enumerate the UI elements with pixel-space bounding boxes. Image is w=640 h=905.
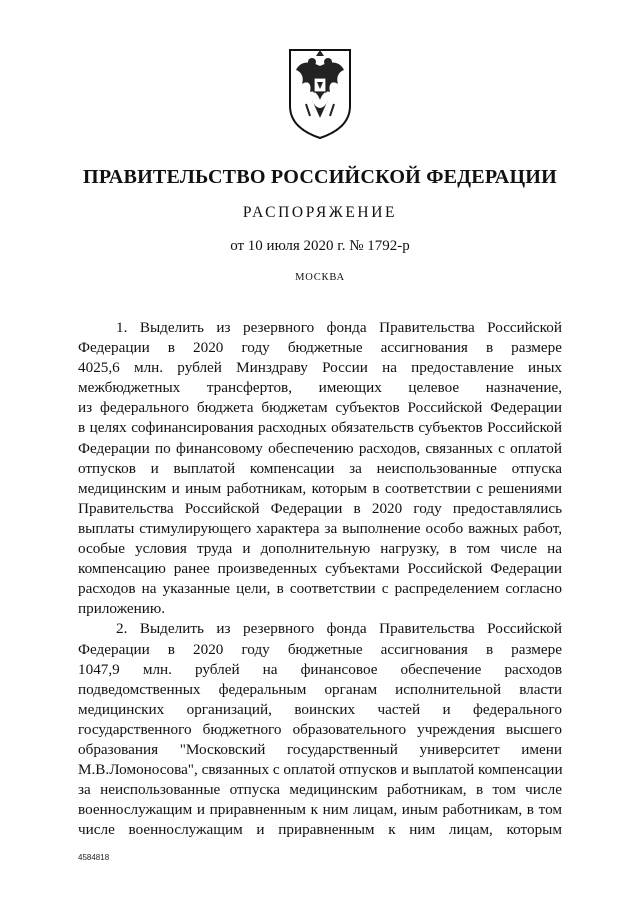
text-line: образования "Московский государственный университет имени [78, 740, 562, 758]
text-line: подведомственных федеральным органам исполнительной власти [78, 680, 562, 698]
text-line: 2. Выделить из резервного фонда Правительства Российской [116, 620, 562, 638]
text-line: Федерации в 2020 году бюджетные ассигнования в размере [78, 339, 562, 357]
document-type: РАСПОРЯЖЕНИЕ [242, 204, 398, 221]
text-line: числе военнослужащим и приравненным к ним лицам, которым [78, 821, 562, 839]
text-line: приложению. [78, 600, 166, 618]
text-line: Правительства Российской Федерации в 2020 году предоставлялись [78, 499, 562, 517]
text-line: М.В.Ломоносова", связанных с оплатой отпусков и выплатой компенсации [78, 761, 563, 779]
text-line: медицинским и иным работникам, которым в соответствии с решениями [78, 479, 562, 497]
paragraph-1 [78, 318, 562, 619]
government-title: ПРАВИТЕЛЬСТВО РОССИЙСКОЙ ФЕДЕРАЦИИ [83, 166, 557, 188]
text-line: военнослужащим и приравненным к ним лицам, иным работникам, в том [78, 801, 562, 819]
text-line: расходов на указанные цели, в соответствии с распределением согласно [78, 580, 562, 598]
text-line: 1047,9 млн. рублей на финансовое обеспечение расходов [78, 660, 562, 678]
text-line: отпусков и выплатой компенсации за неиспользованные отпуска [78, 459, 562, 477]
text-line: за неиспользованные отпуска медицинским работникам, в том числе [78, 781, 562, 799]
text-line: межбюджетных трансфертов, имеющих целевое назначение, [78, 379, 562, 397]
text-line: государственного бюджетного образовательного учреждения высшего [78, 720, 562, 738]
text-line: в целях софинансирования расходных обязательств субъектов Российской [78, 419, 562, 437]
russian-coat-of-arms-icon [278, 44, 362, 142]
text-line: 4025,6 млн. рублей Минздраву России на предоставление иных [78, 359, 562, 377]
document-city: МОСКВА [295, 272, 345, 283]
text-line: особые условия труда и дополнительную нагрузку, в том числе на [78, 540, 562, 558]
paragraph-2 [78, 619, 562, 840]
document-body [78, 318, 562, 840]
text-line: компенсацию ранее произведенных субъектами Российской Федерации [78, 560, 562, 578]
text-line: выплаты стимулирующего характера за выполнение особо важных работ, [78, 519, 562, 537]
document-date-number: от 10 июля 2020 г. № 1792-р [230, 238, 410, 254]
text-line: медицинских организаций, воинских частей и федерального [78, 700, 562, 718]
document-code: 4584818 [78, 853, 110, 862]
text-line: 1. Выделить из резервного фонда Правительства Российской [116, 319, 562, 336]
text-line: из федерального бюджета бюджетам субъектов Российской Федерации [78, 399, 562, 417]
text-line: Федерации по финансовому обеспечению расходов, связанных с оплатой [78, 439, 562, 457]
text-line: Федерации в 2020 году бюджетные ассигнования в размере [78, 640, 562, 658]
